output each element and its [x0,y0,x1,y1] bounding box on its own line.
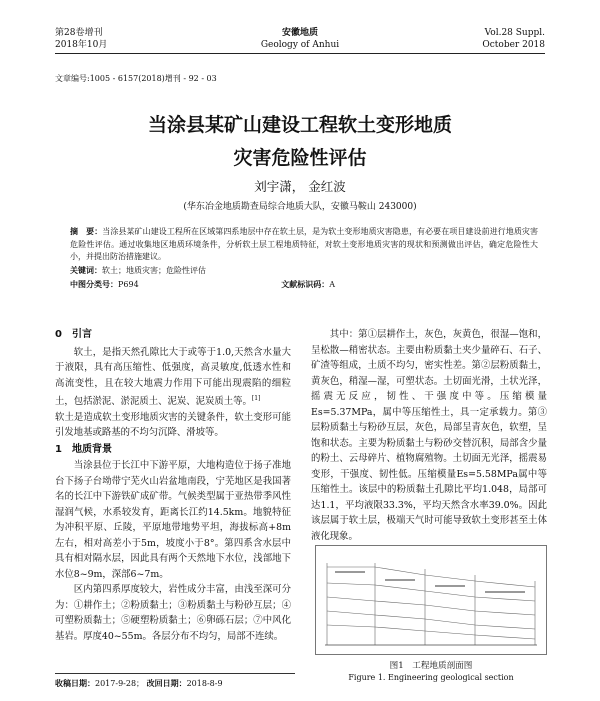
article-id: 文章编号:1005 - 6157(2018)增刊 - 92 - 03 [55,74,217,83]
section-1-title: 1 地质背景 [55,443,112,455]
intro-paragraph-1: 软土，是指天然孔隙比大于或等于1.0,天然含水量大于液限，具有高压缩性、低强度，高灵敏度,低透水性和高流变性，且在较大地震力作用下可能出现震陷的细粒土，包括淤泥、淤泥质土、泥炭、泥炭质土等。[1] [55,346,291,408]
keywords [70,265,538,278]
abstract-text: 当涂县某矿山建设工程所在区域第四系地层中存在软土层，是为软土变形地质灾害隐患，有必要在项目建设前进行地质灾害危险性评估。通过收集地区地质环境条件，分析软土层工程地质特征，对软土变形地质灾害的现状和预测做出评估，确定危险性大小，并提出防治措施建议。 [70,227,538,261]
section-0-title: 0 引言 [55,329,92,340]
affiliation: (华东冶金地质勘查局综合地质大队，安徽马鞍山 243000) [183,202,417,212]
classification [70,279,538,292]
clc-label: 中图分类号： [70,280,118,289]
intro-paragraph-2: 软土是造成软土变形地质灾害的关键条件，软土变形可能引发地基或路基的不均匀沉降、滑坡等。 [55,411,291,439]
geology-paragraph-1: 当涂县位于长江中下游平原，大地构造位于扬子准地台下扬子台坳带宁芜火山岩盆地南段，宁芜地区是我国著名的长江中下游铁矿成矿带。气候类型属于亚热带季风性湿润气候，水系较发育，距离长江约14.5km。地貌特征为冲积平原、丘陵，平原地带地势平坦，海拔标高+8m左右，相对高差小于5m，坡度小于8°。第四系含水层中具有相对隔水层，因此具有两个天然地下水位，浅部地下水位8~9m，深部6~7m。 [55,460,291,580]
figure-caption-cn: 图1 工程地质剖面图 [389,661,473,671]
geological-section-figure [315,545,547,655]
footnote-rule [55,673,295,674]
header-rule [55,53,545,54]
journal-volume: 第28卷增刊 2018年10月 [55,28,108,50]
abstract-label: 摘 要： [70,227,103,236]
footnote-dates [55,678,223,689]
journal-name: 安徽地质 Geology of Anhui [260,28,340,50]
doc-label: 文献标识码： [281,280,330,289]
abstract [70,226,538,264]
keywords-label: 关键词： [70,266,102,275]
title-line-2: 灾害危险性评估 [233,147,367,169]
authors: 刘宇潇， 金红波 [254,179,346,194]
doc-value: A [329,280,335,289]
title-line-1: 当涂县某矿山建设工程软土变形地质 [147,114,452,136]
geology-paragraph-2: 区内第四系厚度较大，岩性成分丰富，由浅至深可分为：①耕作土；②粉质黏土；③粉质黏土与粉砂互层；④可塑粉质黏土；⑤硬塑粉质黏土；⑥卵砾石层；⑦中风化基岩。厚度40~55m。各层分布不均匀，局部不连续。 [55,584,291,642]
clc-value: P694 [118,280,139,289]
figure-caption [311,661,551,683]
strata-description: 其中：第①层耕作土，灰色，灰黄色，很湿—饱和，呈松散—稍密状态。主要由粉质黏土夹少量碎石、石子、矿渣等组成，土质不均匀，密实性差。第②层粉质黏土，黄灰色，稍湿—湿，可塑状态。土切面光滑，土状光泽，摇震无反应，韧性、干强度中等。压缩模量Es=5.37MPa，属中等压缩性土，具一定承载力。第③层粉质黏土与粉砂互层，灰色，局部呈青灰色，软塑，呈饱和状态。主要为粉质黏土与粉砂交替沉积，局部含少量的粉土、云母碎片、植物腐殖物。土切面无光泽，摇震易变形，干强度、韧性低。压缩模量Es=5.58MPa属中等压缩性土。该层中的粉质黏土孔隙比平均1.048，局部可达1.1，平均液限33.3%，平均天然含水率39.0%。因此该层属于软土层，极端天气时可能导致软土变形甚至土体液化现象。 [311,329,547,542]
keywords-text: 软土；地质灾害；危险性评估 [102,266,206,275]
right-column [311,327,547,544]
left-column [55,327,291,644]
received-date: 2017-9-28； [95,679,145,688]
reference-mark: [1] [251,395,261,402]
revised-date: 2018-8-9 [186,679,223,688]
revised-label: 改回日期： [146,679,187,688]
journal-issue: Vol.28 Suppl. October 2018 [482,28,545,50]
received-label: 收稿日期： [55,679,95,688]
figure-caption-en: Figure 1. Engineering geological section [348,673,514,682]
